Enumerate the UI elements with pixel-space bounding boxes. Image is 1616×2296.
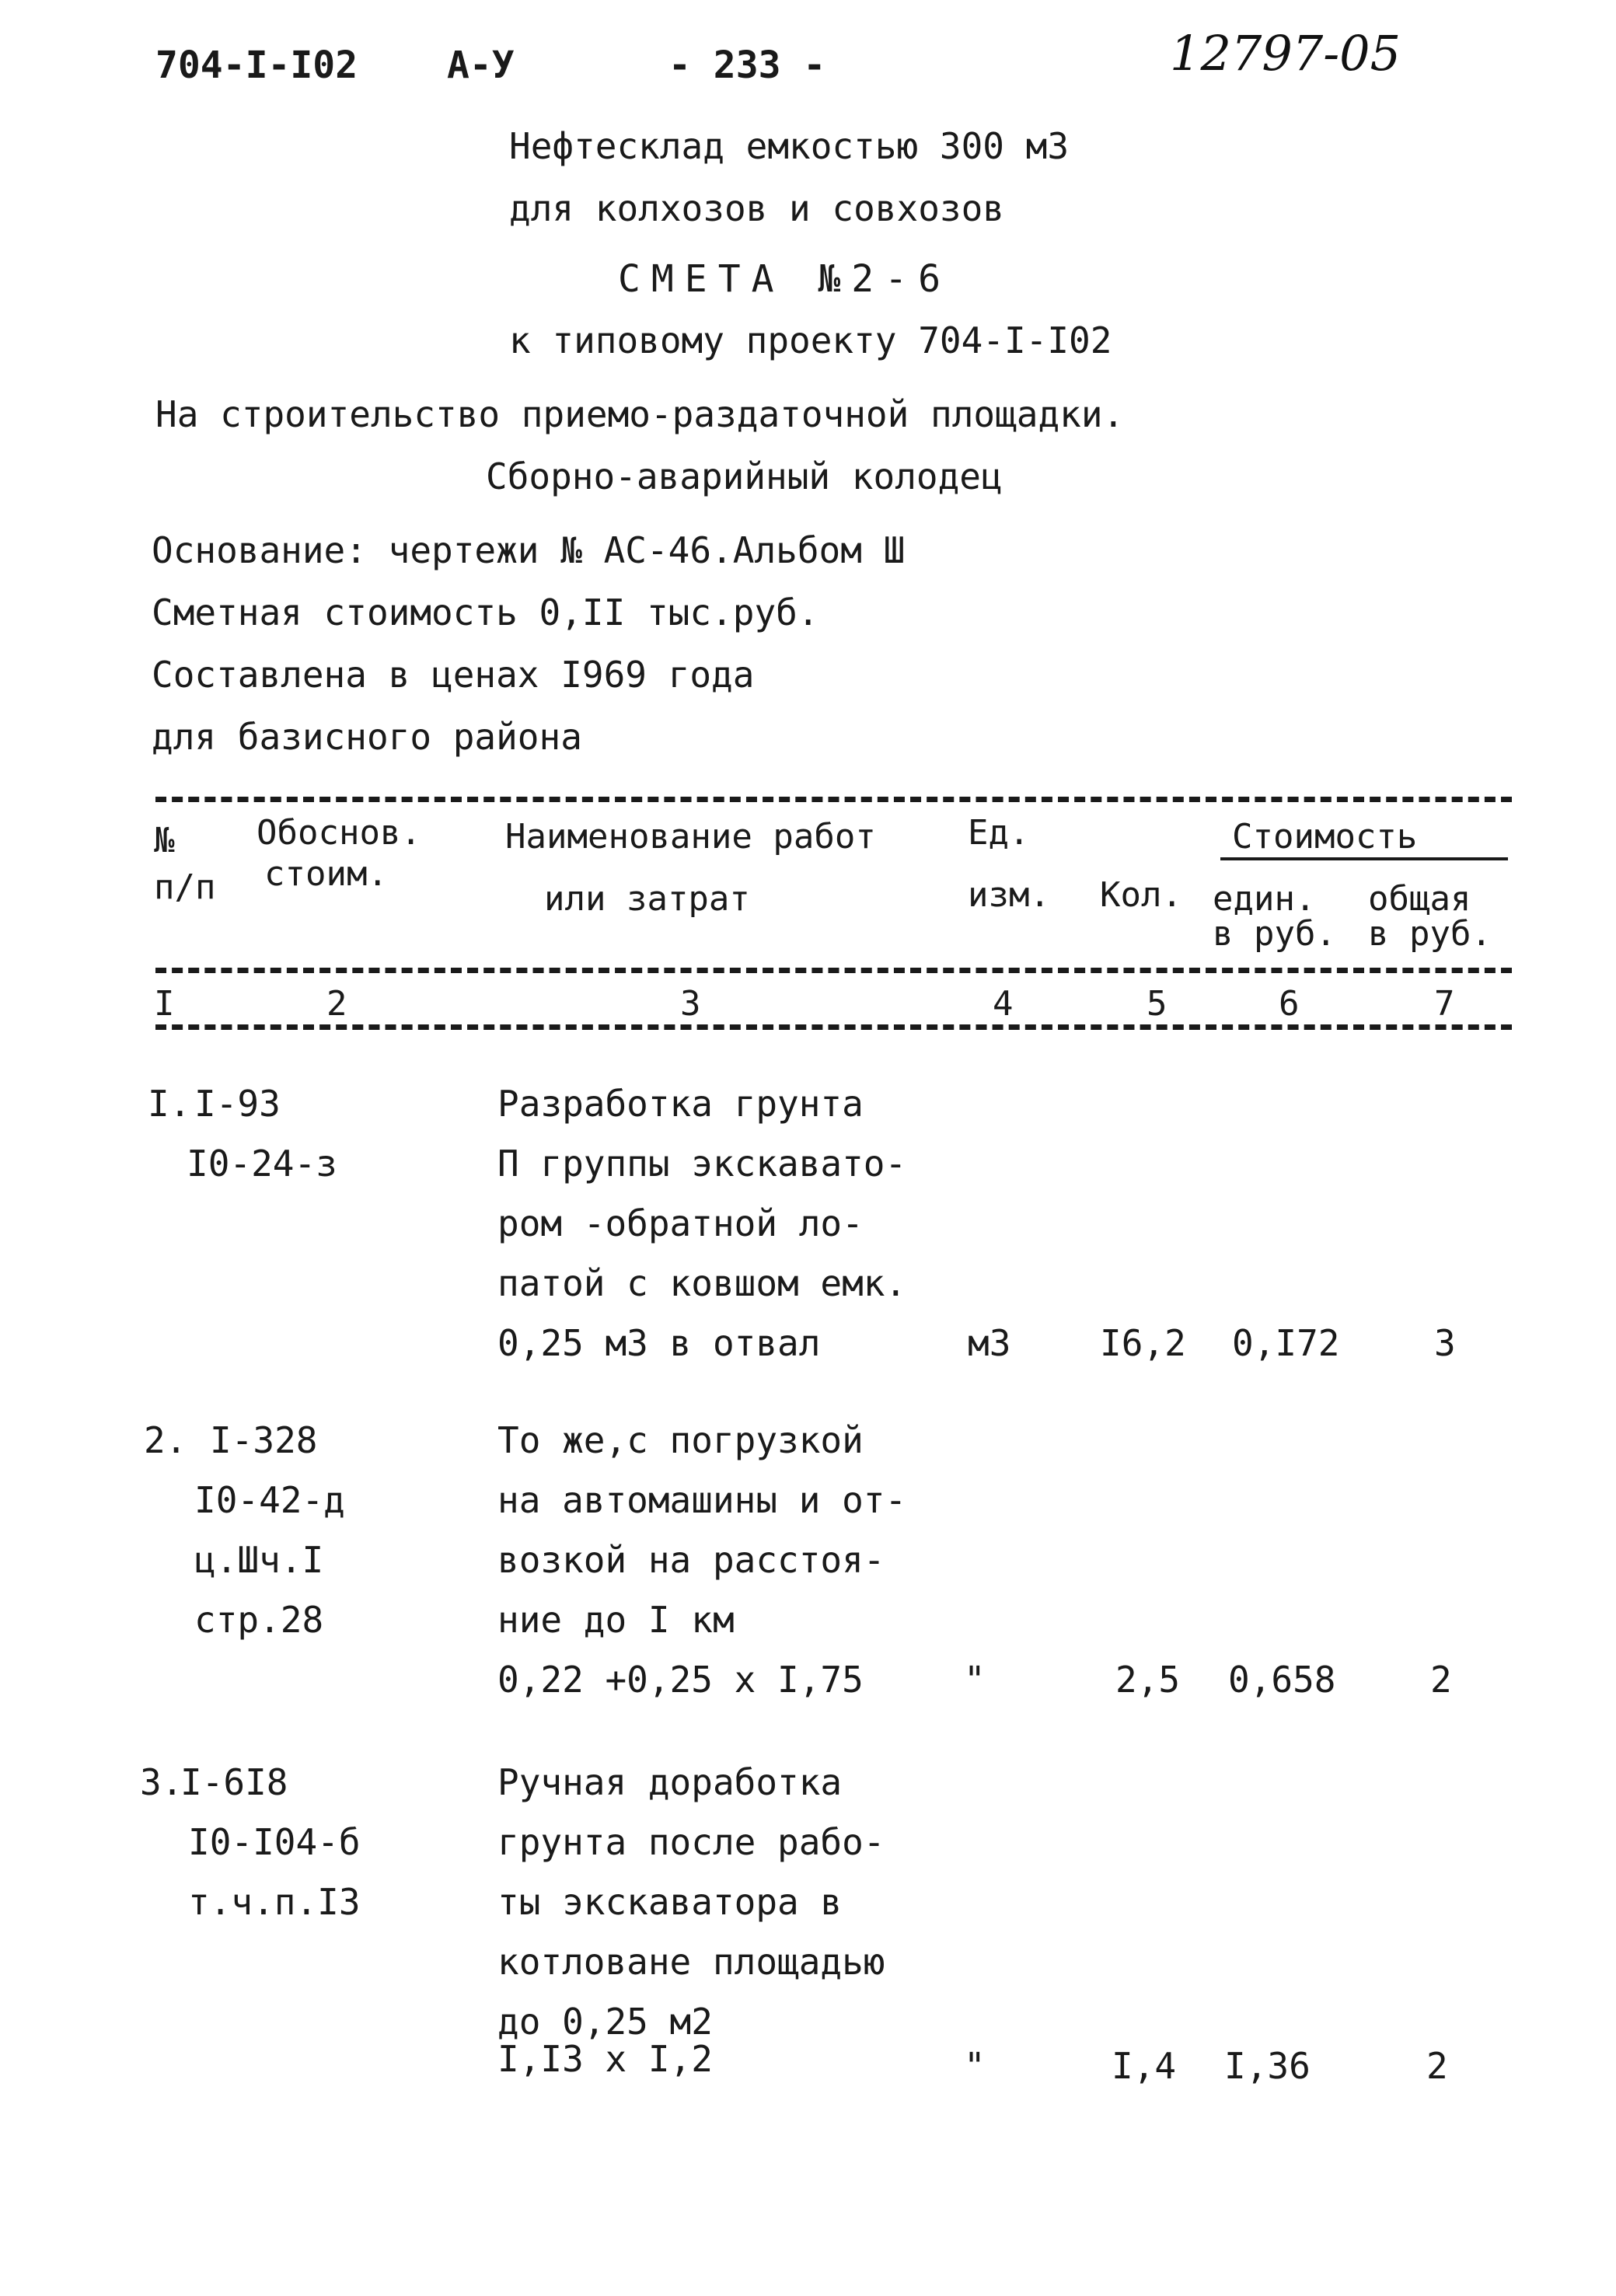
basis-line-2: Сметная стоимость 0,II тыс.руб. — [152, 591, 819, 633]
row-qty: I6,2 — [1100, 1322, 1186, 1364]
header-top-rule — [155, 797, 1512, 802]
name-line: Разработка грунта — [497, 1083, 864, 1125]
basis-line: I-6I8 — [180, 1761, 288, 1803]
col-basis-label-b: стоим. — [264, 854, 388, 894]
col-unit-label-b: изм. — [968, 875, 1050, 915]
basis-line-1: Основание: чертежи № АС-46.Альбом Ш — [152, 529, 906, 571]
col-unit-label-a: Ед. — [968, 813, 1030, 853]
basis-line-3: Составлена в ценах I969 года — [152, 654, 755, 696]
col-qty-label: Кол. — [1100, 875, 1182, 915]
header-bottom-rule — [155, 1024, 1512, 1030]
basis-line: I0-24-з — [187, 1143, 337, 1185]
basis-line: I0-I04-б — [188, 1821, 361, 1863]
row-unit-cost: 0,658 — [1228, 1659, 1336, 1701]
name-line: ние до I км — [497, 1599, 735, 1641]
col-num-label-b: п/п — [154, 867, 216, 907]
row-qty: I,4 — [1112, 2045, 1177, 2087]
row-number: 3. — [140, 1761, 183, 1803]
name-line: ром -обратной ло- — [497, 1202, 864, 1244]
name-line: возкой на расстоя- — [497, 1539, 885, 1581]
basis-line-4: для базисного района — [152, 716, 582, 758]
name-line: П группы экскавато- — [497, 1143, 907, 1185]
name-line: 0,25 м3 в отвал — [497, 1322, 821, 1364]
cost-underline — [1220, 857, 1508, 860]
title-line-4: к типовому проекту 704-I-I02 — [509, 319, 1112, 361]
col-cost-label: Стоимость — [1232, 817, 1418, 857]
col-number-2: 2 — [326, 984, 347, 1024]
row-basis — [180, 1753, 361, 1932]
row-name — [497, 1074, 906, 1373]
row-total: 2 — [1426, 2045, 1448, 2087]
col-number-5: 5 — [1147, 984, 1167, 1024]
row-unit: м3 — [968, 1322, 1011, 1364]
title-line-1: Нефтесклад емкостью 300 м3 — [509, 125, 1070, 167]
col-unit-cost-label-a: един. — [1213, 879, 1316, 919]
col-number-1: I — [154, 984, 175, 1024]
inventory-number: 12797-05 — [1170, 25, 1401, 82]
row-total: 3 — [1434, 1322, 1456, 1364]
title-line-5: На строительство приемо-раздаточной площадки. — [155, 393, 1125, 435]
col-name-label-a: Наименование работ — [505, 817, 876, 857]
row-unit: " — [964, 1659, 986, 1701]
title-line-2: для колхозов и совхозов — [509, 187, 1004, 229]
row-unit-cost: I,36 — [1224, 2045, 1311, 2087]
basis-line: I0-42-д — [194, 1479, 345, 1521]
basis-line: I-93 — [194, 1083, 281, 1125]
row-number: 2. — [144, 1419, 187, 1461]
col-unit-cost-label-b: в руб. — [1213, 914, 1336, 954]
col-number-4: 4 — [993, 984, 1014, 1024]
name-line: до 0,25 м2 — [497, 2001, 713, 2043]
basis-line: ц.Шч.I — [194, 1539, 324, 1581]
basis-line: стр.28 — [194, 1599, 324, 1641]
title-line-6: Сборно-аварийный колодец — [486, 455, 1003, 497]
page-number: - 233 - — [668, 44, 826, 87]
name-line: Ручная доработка — [497, 1761, 843, 1803]
col-total-cost-label-b: в руб. — [1368, 914, 1492, 954]
name-line: на автомашины и от- — [497, 1479, 907, 1521]
row-qty: 2,5 — [1115, 1659, 1181, 1701]
row-name — [497, 1411, 906, 1710]
sheet-code: А-У — [447, 44, 515, 87]
row-unit-cost: 0,I72 — [1232, 1322, 1340, 1364]
header-mid-rule — [155, 968, 1512, 973]
name-line: I,I3 х I,2 — [497, 2038, 713, 2080]
name-line: патой с ковшом емк. — [497, 1262, 907, 1304]
col-number-7: 7 — [1434, 984, 1455, 1024]
col-name-label-b: или затрат — [544, 879, 750, 919]
row-total: 2 — [1430, 1659, 1452, 1701]
col-number-6: 6 — [1279, 984, 1300, 1024]
row-number: I. — [148, 1083, 191, 1125]
name-line: 0,22 +0,25 х I,75 — [497, 1659, 864, 1701]
row-name — [497, 1753, 885, 2078]
col-basis-label-a: Обоснов. — [257, 813, 421, 853]
row-basis — [194, 1411, 345, 1650]
col-total-cost-label-a: общая — [1368, 879, 1471, 919]
project-code: 704-I-I02 — [155, 44, 358, 87]
name-line: котловане площадью — [497, 1941, 885, 1983]
name-line: ты экскаватора в — [497, 1881, 843, 1923]
basis-line: I-328 — [210, 1419, 318, 1461]
col-num-label-a: № — [154, 821, 175, 860]
name-line: То же,с погрузкой — [497, 1419, 864, 1461]
name-line: грунта после рабо- — [497, 1821, 885, 1863]
row-unit: " — [964, 2045, 986, 2087]
col-number-3: 3 — [680, 984, 701, 1024]
basis-line: т.ч.п.I3 — [188, 1881, 361, 1923]
smeta-title: СМЕТА №2-6 — [618, 257, 951, 301]
row-basis — [187, 1074, 337, 1194]
